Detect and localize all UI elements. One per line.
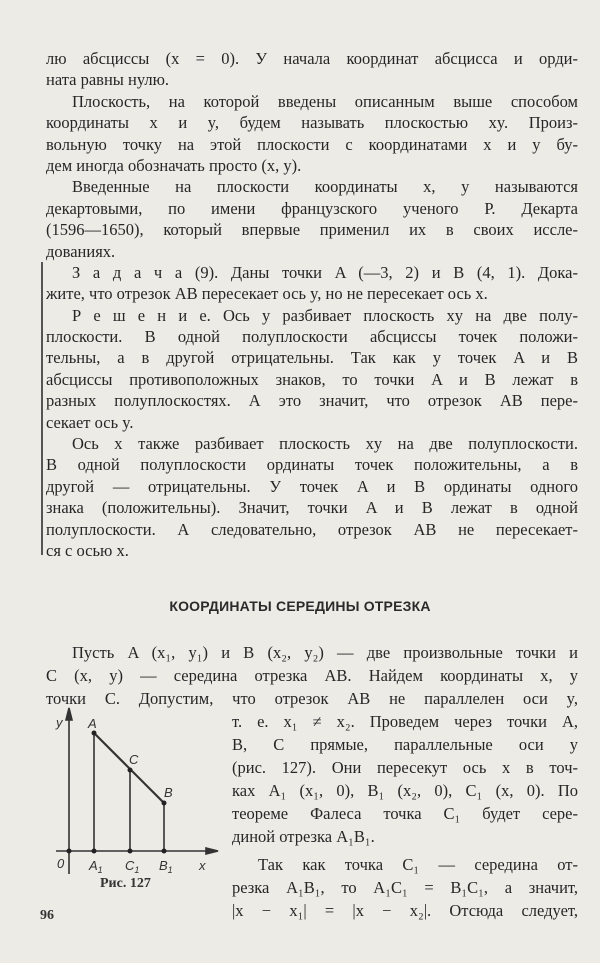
text-line: ната равны нулю. xyxy=(46,70,170,90)
point-B1 xyxy=(162,849,167,854)
text-line: (рис. 127). Они пересекут ось x в точ- xyxy=(232,758,578,777)
x-axis-arrow xyxy=(206,848,218,854)
text-line: т. е. x₁ ≠ x₂. Проведем через точки A, xyxy=(232,712,578,731)
text-line: Плоскость, на которой введены описанным выше способом xyxy=(72,91,578,111)
point-C xyxy=(128,768,133,773)
y-axis-arrow xyxy=(66,708,72,720)
text-line: ках A₁ (x₁, 0), B₁ (x₂, 0), C₁ (x, 0). По xyxy=(232,781,578,800)
point-origin xyxy=(67,849,72,854)
label-origin: 0 xyxy=(57,856,65,871)
label-y-axis: y xyxy=(56,715,63,730)
label-C1: $C_1$ xyxy=(125,858,140,875)
text-line: ся с осью x. xyxy=(46,540,129,560)
text-line: Р е ш е н и е. Ось y разбивает плоскость xy на две полу- xyxy=(72,305,578,325)
point-B xyxy=(162,801,167,806)
text-line: плоскости. В одной полуплоскости абсциссы точек положи- xyxy=(46,327,578,347)
text-line: жите, что отрезок AB пересекает ось y, но не пересекает ось x. xyxy=(46,284,488,304)
problem-margin-bar xyxy=(41,262,43,555)
text-line: дем иногда обозначать просто (x, y). xyxy=(46,155,302,175)
text-line: координаты x и y, будем называть плоскостью xy. Произ- xyxy=(46,113,578,133)
text-line: абсциссы противоположных знаков, то точки A и B лежат в xyxy=(46,369,578,389)
text-line: вольную точку на этой плоскости с координатами x и y бу- xyxy=(46,134,578,154)
point-A1 xyxy=(92,849,97,854)
text-line: полуплоскости. А следовательно, отрезок AB не пересекает- xyxy=(46,519,578,539)
text-line: тельны, а в другой отрицательны. Так как у точек A и B xyxy=(46,348,578,368)
label-B: B xyxy=(164,785,173,800)
text-line: Введенные на плоскости координаты x, y называются xyxy=(72,177,578,197)
text-line: B, C прямые, параллельные оси y xyxy=(232,735,578,754)
text-section-beside-figure xyxy=(232,710,578,922)
label-B1: $B_1$ xyxy=(159,858,173,875)
text-line: З а д а ч а (9). Даны точки A (—3, 2) и B (4, 1). Дока- xyxy=(72,262,578,282)
figure-127-diagram xyxy=(30,700,230,880)
text-line: декартовыми, по имени французского ученого Р. Декарта xyxy=(46,198,578,218)
text-line: точки C. Допустим, что отрезок AB не параллелен оси y, xyxy=(46,689,578,708)
text-line: (1596—1650), который впервые применил их в своих иссле- xyxy=(46,220,578,240)
text-line: |x − x₁| = |x − x₂|. Отсюда следует, xyxy=(232,901,578,920)
text-line: диной отрезка A₁B₁. xyxy=(232,827,375,846)
text-line: разных полуплоскостях. А это значит, что отрезок AB пере- xyxy=(46,391,578,411)
text-line: резка A₁B₁, то A₁C₁ = B₁C₁, а значит, xyxy=(232,878,578,897)
label-A1: $A_1$ xyxy=(89,858,103,875)
section-heading: КООРДИНАТЫ СЕРЕДИНЫ ОТРЕЗКА xyxy=(169,598,431,614)
text-line: Ось x также разбивает плоскость xy на две полуплоскости. xyxy=(72,434,578,454)
page-number: 96 xyxy=(40,908,54,923)
label-C: C xyxy=(129,752,139,767)
figure-caption: Рис. 127 xyxy=(100,876,151,891)
text-line: Так как точка C₁ — середина от- xyxy=(258,855,578,874)
text-line: знака (положительны). Значит, точки A и B лежат в одной xyxy=(46,498,578,518)
text-line: Пусть A (x₁, y₁) и B (x₂, y₂) — две произвольные точки и xyxy=(72,643,578,662)
label-A: A xyxy=(88,716,97,731)
text-line: другой — отрицательны. У точек A и B ординаты одного xyxy=(46,476,578,496)
text-line: В одной полуплоскости ординаты точек положительны, а в xyxy=(46,455,578,475)
text-section-top xyxy=(46,48,578,561)
point-A xyxy=(92,731,97,736)
text-line: C (x, y) — середина отрезка AB. Найдем координаты x, y xyxy=(46,666,578,685)
text-line: секает ось y. xyxy=(46,412,134,432)
text-line: дованиях. xyxy=(46,241,116,261)
text-line: лю абсциссы (x = 0). У начала координат абсцисса и орди- xyxy=(46,49,578,68)
point-C1 xyxy=(128,849,133,854)
label-x-axis: x xyxy=(199,858,206,873)
text-line: теореме Фалеса точка C₁ будет сере- xyxy=(232,804,578,823)
